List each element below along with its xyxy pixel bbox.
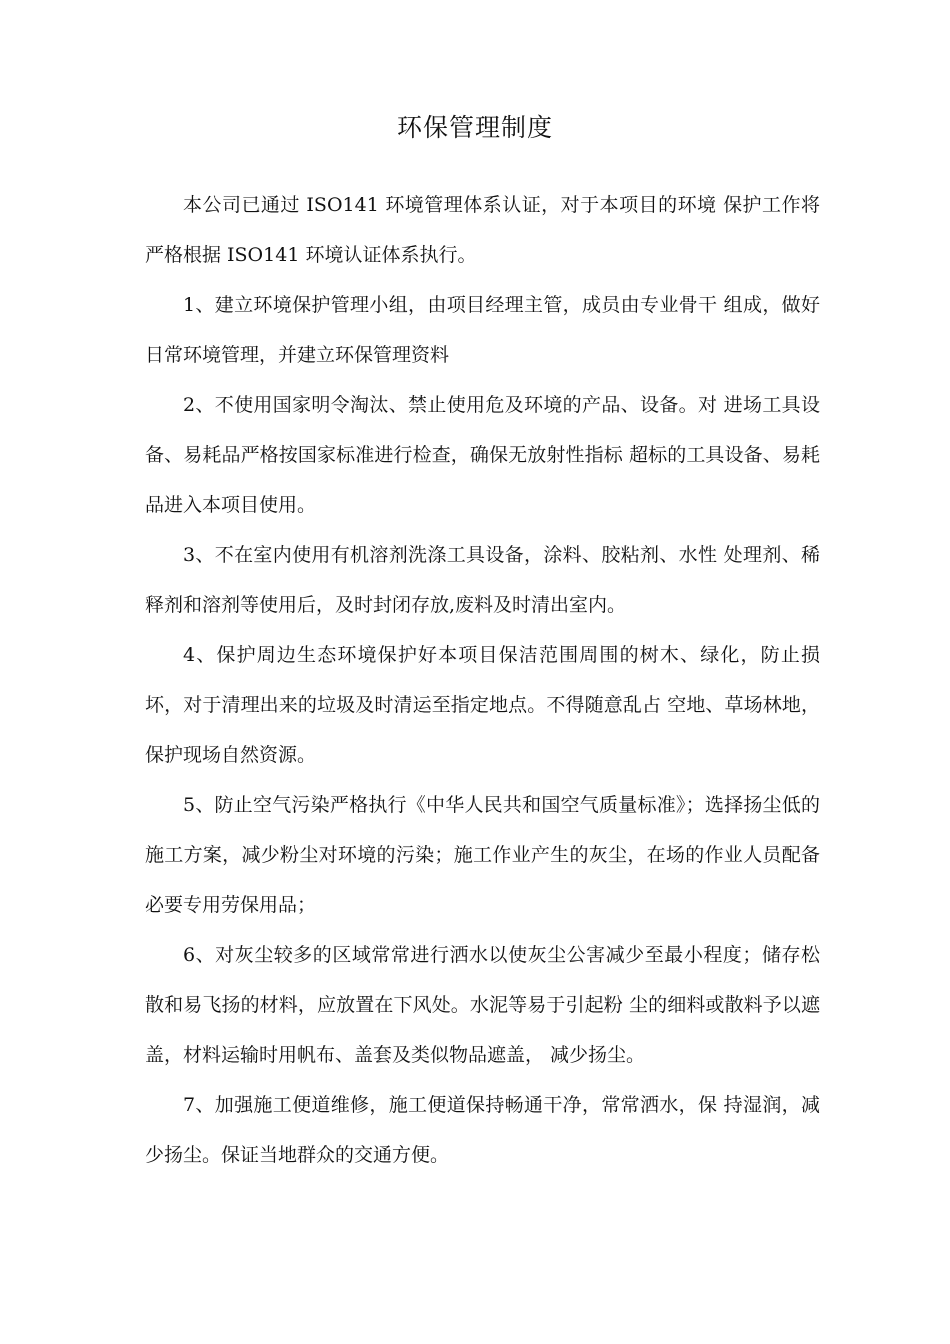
document-title: 环保管理制度 xyxy=(396,113,553,142)
paragraph-item-5: 5、防止空气污染严格执行《中华人民共和国空气质量标准》；选择扬尘低的施工方案，减少粉尘对环境的污染；施工作业产生的灰尘，在场的作业人员配备必要专用劳保用品； xyxy=(145,794,820,916)
paragraph-item-6: 6、对灰尘较多的区域常常进行洒水以使灰尘公害减少至最小程度；储存松散和易飞扬的材料，应放置在下风处。水泥等易于引起粉 尘的细料或散料予以遮盖，材料运输时用帆布、盖套及类似物品遮盖， 减少扬尘。 xyxy=(145,944,820,1066)
paragraph-item-1: 1、建立环境保护管理小组，由项目经理主管，成员由专业骨干 组成，做好日常环境管理，并建立环保管理资料 xyxy=(145,294,820,366)
paragraph-intro: 本公司已通过 ISO141 环境管理体系认证，对于本项目的环境 保护工作将严格根据 ISO141 环境认证体系执行。 xyxy=(145,194,820,266)
paragraph-item-2: 2、不使用国家明令淘汰、禁止使用危及环境的产品、设备。对 进场工具设备、易耗品严格按国家标准进行检查，确保无放射性指标 超标的工具设备、易耗品进入本项目使用。 xyxy=(145,394,820,516)
document-body xyxy=(145,180,820,1180)
paragraph-item-7: 7、加强施工便道维修，施工便道保持畅通干净，常常洒水，保 持湿润，减少扬尘。保证当地群众的交通方便。 xyxy=(145,1094,820,1166)
paragraph-item-4: 4、保护周边生态环境保护好本项目保洁范围周围的树木、绿化，防止损坏，对于清理出来的垃圾及时清运至指定地点。不得随意乱占 空地、草场林地，保护现场自然资源。 xyxy=(145,644,820,766)
paragraph-item-3: 3、不在室内使用有机溶剂洗涤工具设备，涂料、胶粘剂、水性 处理剂、稀释剂和溶剂等使用后，及时封闭存放,废料及时清出室内。 xyxy=(145,544,820,616)
